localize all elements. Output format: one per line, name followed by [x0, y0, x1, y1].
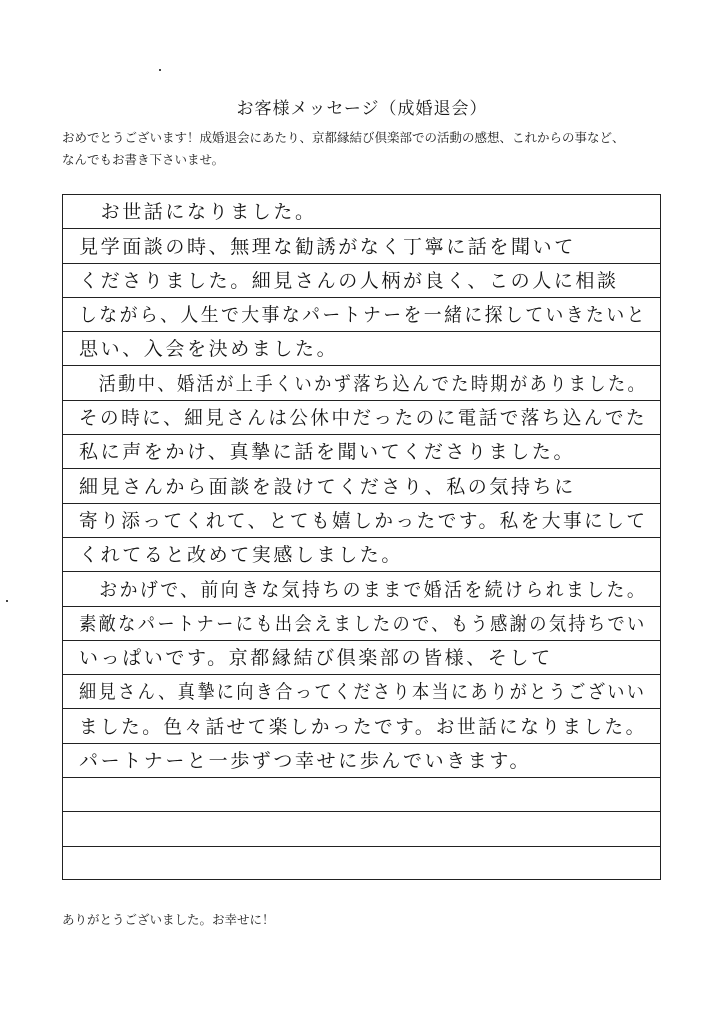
message-line: 細見さんから面談を設けてくださり、私の気持ちに [79, 475, 576, 498]
message-row [63, 401, 660, 435]
message-line: 思い、入会を決めました。 [79, 338, 339, 361]
message-line: 見学面談の時、無理な勧誘がなく丁寧に話を聞いて [79, 235, 576, 258]
message-line: ました。色々話せて楽しかったです。お世話になりました。 [79, 715, 647, 738]
message-row [63, 195, 660, 229]
message-row [63, 264, 660, 298]
message-line: 私に声をかけ、真摯に話を聞いてくださりました。 [79, 441, 576, 464]
page-title: お客様メッセージ（成婚退会） [236, 99, 488, 119]
message-row [63, 778, 660, 812]
message-row [63, 607, 660, 641]
message-row [63, 641, 660, 675]
message-sheet [62, 194, 661, 880]
message-row [63, 435, 660, 469]
message-row [63, 675, 660, 709]
message-line: 細見さん、真摯に向き合ってくださり本当にありがとうございい [79, 681, 647, 704]
message-row [63, 812, 660, 846]
message-line: しながら、人生で大事なパートナーを一緒に探していきたいと [79, 304, 647, 327]
intro-line-2: なんでもお書き下さいませ。 [62, 152, 225, 167]
message-row [63, 710, 660, 744]
message-line: いっぱいです。京都縁結び倶楽部の皆様、そして [79, 647, 553, 670]
intro-line-1: おめでとうございます！成婚退会にあたり、京都縁結び倶楽部での活動の感想、これからの事など、 [62, 130, 625, 145]
message-line: 素敵なパートナーにも出会えましたので、もう感謝の気持ちでい [79, 612, 647, 635]
message-line: パートナーと一歩ずつ幸せに歩んでいきます。 [79, 750, 532, 773]
message-line: くださりました。細見さんの人柄が良く、この人に相談 [79, 269, 619, 292]
message-row [63, 572, 660, 606]
message-line: くれてると改めて実感しました。 [79, 544, 404, 567]
closing-text: ありがとうございました。お幸せに！ [62, 912, 275, 927]
message-row [63, 504, 660, 538]
message-row [63, 298, 660, 332]
message-row [63, 229, 660, 263]
message-line: おかげで、前向きな気持ちのままで婚活を続けられました。 [79, 578, 648, 601]
message-row [63, 469, 660, 503]
message-row [63, 538, 660, 572]
message-row [63, 367, 660, 401]
scan-speck-left [6, 600, 8, 602]
scan-speck-top [159, 69, 161, 71]
message-line: お世話になりました。 [79, 201, 317, 224]
message-row [63, 847, 660, 881]
intro-text [62, 127, 692, 171]
message-line: 活動中、婚活が上手くいかず落ち込んでた時期がありました。 [79, 372, 648, 395]
message-line: その時に、細見さんは公休中だったのに電話で落ち込んでた [79, 407, 648, 430]
message-row [63, 332, 660, 366]
message-row [63, 744, 660, 778]
message-line: 寄り添ってくれて、とても嬉しかったです。私を大事にして [79, 509, 648, 532]
